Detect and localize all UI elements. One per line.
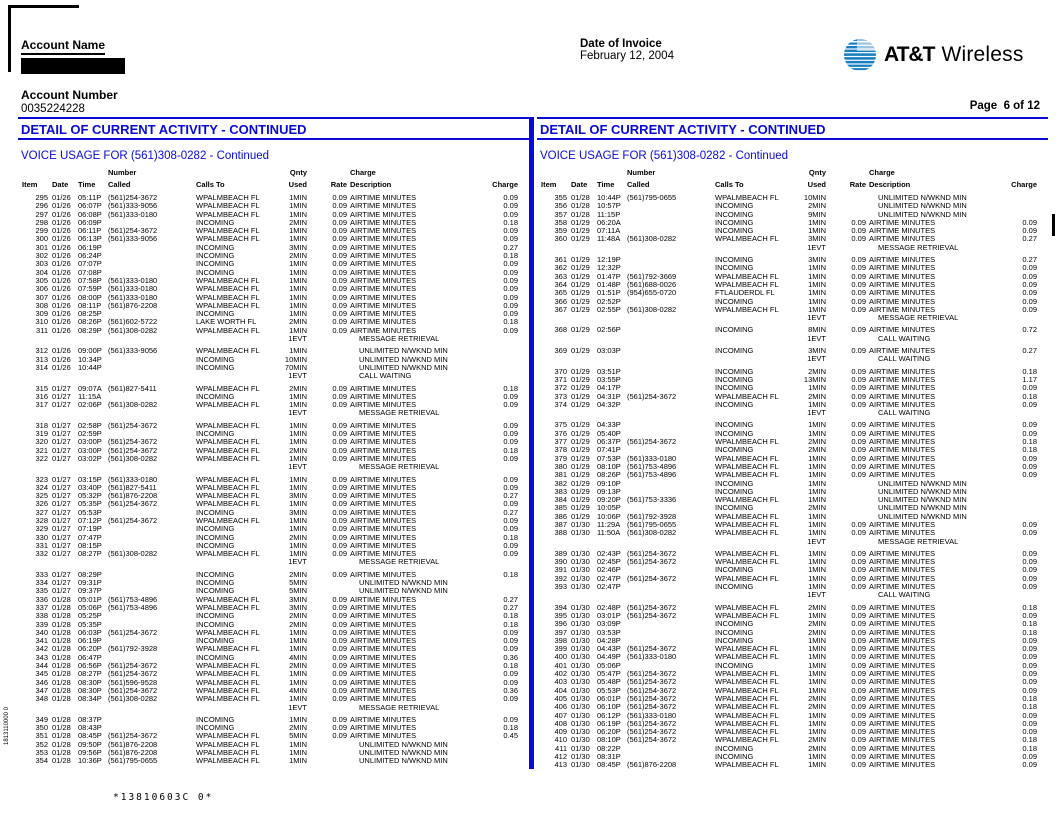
invoice-block: [580, 38, 674, 62]
table-row: 1EVT CALL WAITING: [288, 371, 412, 381]
table-row: 374 01/29 04:32P INCOMING 1MIN 0.09 AIRTIME MINUTES 0.09: [554, 399, 1037, 409]
table-row: 319 01/27 02:59P INCOMING 1MIN 0.09 AIRTIME MINUTES 0.09: [35, 429, 518, 439]
table-row: 398 01/30 04:28P INCOMING 1MIN 0.09 AIRTIME MINUTES 0.09: [554, 635, 1037, 645]
invoice-date-value: February 12, 2004: [580, 50, 674, 62]
table-row: 1EVT CALL WAITING: [807, 590, 931, 600]
usage-title: VOICE USAGE FOR (561)308-0282 - Continued: [21, 150, 270, 162]
table-row: 354 01/28 10:36P (561)795-0655 WPALMBEACH FL 1MIN UNLIMITED N/WKND MIN: [35, 756, 448, 766]
rule-bottom: [18, 138, 529, 140]
brand-wireless-text: Wireless: [941, 43, 1024, 66]
table-row: 327 01/27 05:53P INCOMING 3MIN 0.09 AIRTIME MINUTES 0.27: [35, 507, 518, 517]
table-row: 390 01/30 02:45P (561)254-3672 WPALMBEACH FL 1MIN 0.09 AIRTIME MINUTES 0.09: [554, 557, 1037, 567]
table-row: 409 01/30 06:20P (561)254-3672 WPALMBEACH FL 1MIN 0.09 AIRTIME MINUTES 0.09: [554, 727, 1037, 737]
table-row: 359 01/29 07:11A INCOMING 1MIN 0.09 AIRTIME MINUTES 0.09: [554, 226, 1037, 236]
table-row: 304 01/26 07:08P INCOMING 1MIN 0.09 AIRTIME MINUTES 0.09: [35, 267, 518, 277]
table-row: 343 01/28 06:47P INCOMING 4MIN 0.09 AIRTIME MINUTES 0.36: [35, 652, 518, 662]
table-row: 411 01/30 08:22P INCOMING 2MIN 0.09 AIRTIME MINUTES 0.18: [555, 743, 1037, 753]
table-row: 342 01/28 06:20P (561)792-3928 WPALMBEACH FL 1MIN 0.09 AIRTIME MINUTES 0.09: [35, 644, 518, 654]
att-wireless-logo: [843, 38, 1024, 72]
table-row: 297 01/26 06:08P (561)333-0180 WPALMBEACH FL 1MIN 0.09 AIRTIME MINUTES 0.09: [35, 209, 518, 219]
account-number-value: 0035224228: [21, 103, 85, 115]
table-row: 1EVT MESSAGE RETRIEVAL: [288, 408, 440, 418]
table-row: 402 01/30 05:47P (561)254-3672 WPALMBEACH FL 1MIN 0.09 AIRTIME MINUTES 0.09: [554, 669, 1037, 679]
table-row: 308 01/26 08:11P (561)876-2208 WPALMBEACH FL 1MIN 0.09 AIRTIME MINUTES 0.09: [35, 300, 518, 310]
table-row: 310 01/26 08:26P (561)602-5722 LAKE WORTH FL 2MIN 0.09 AIRTIME MINUTES 0.18: [35, 317, 518, 327]
account-block: [21, 36, 125, 115]
table-row: 355 01/28 10:44P (561)795-0655 WPALMBEACH FL 10MIN UNLIMITED N/WKND MIN: [554, 193, 967, 202]
table-row: 336 01/28 05:01P (561)753-4896 WPALMBEACH FL 3MIN 0.09 AIRTIME MINUTES 0.27: [35, 594, 518, 604]
table-row: 312 01/26 09:00P (561)333-9056 WPALMBEACH FL 1MIN UNLIMITED N/WKND MIN: [35, 346, 448, 356]
table-row: 1EVT MESSAGE RETRIEVAL: [807, 242, 959, 252]
table-row: 1EVT CALL WAITING: [807, 333, 931, 343]
table-row: 361 01/29 12:19P INCOMING 3MIN 0.09 AIRTIME MINUTES 0.27: [554, 255, 1037, 265]
rule-top: [18, 117, 529, 119]
table-row: Number Qnty Charge: [108, 168, 376, 177]
table-row: 410 01/30 08:10P (561)254-3672 WPALMBEACH FL 2MIN 0.09 AIRTIME MINUTES 0.18: [554, 735, 1037, 745]
table-row: 306 01/26 07:59P (561)333-0180 WPALMBEACH FL 1MIN 0.09 AIRTIME MINUTES 0.09: [35, 284, 518, 294]
table-row: 298 01/26 06:09P INCOMING 2MIN 0.09 AIRTIME MINUTES 0.18: [35, 217, 518, 227]
table-row: 376 01/29 05:40P INCOMING 1MIN 0.09 AIRTIME MINUTES 0.09: [554, 428, 1037, 438]
table-row: 330 01/27 07:47P INCOMING 2MIN 0.09 AIRTIME MINUTES 0.18: [35, 532, 518, 542]
table-row: 408 01/30 06:19P (561)254-3672 WPALMBEACH FL 1MIN 0.09 AIRTIME MINUTES 0.09: [554, 718, 1037, 728]
table-row: 299 01/26 06:11P (561)254-3672 WPALMBEACH FL 1MIN 0.09 AIRTIME MINUTES 0.09: [35, 226, 518, 236]
table-row: 303 01/26 07:07P INCOMING 1MIN 0.09 AIRTIME MINUTES 0.09: [35, 259, 518, 269]
rule-bottom: [537, 138, 1048, 140]
table-row: Item Date Time Called Calls To Used Rate Description Charge: [22, 179, 518, 189]
table-row: 314 01/26 10:44P INCOMING 70MIN UNLIMITED N/WKND MIN: [35, 362, 448, 372]
table-row: 315 01/27 09:07A (561)827-5411 WPALMBEACH FL 2MIN 0.09 AIRTIME MINUTES 0.18: [35, 383, 518, 393]
table-row: 383 01/29 09:13P INCOMING 1MIN UNLIMITED N/WKND MIN: [554, 486, 967, 496]
invoice-date-label: Date of Invoice: [580, 38, 662, 50]
table-row: 378 01/29 07:41P INCOMING 2MIN 0.09 AIRTIME MINUTES 0.18: [554, 445, 1037, 455]
table-row: 385 01/29 10:05P INCOMING 2MIN UNLIMITED N/WKND MIN: [554, 503, 967, 513]
table-row: 335 01/27 09:37P INCOMING 5MIN UNLIMITED N/WKND MIN: [35, 586, 448, 596]
usage-table-header: [537, 168, 1048, 191]
table-row: 316 01/27 11:15A INCOMING 1MIN 0.09 AIRTIME MINUTES 0.09: [35, 391, 518, 401]
table-row: 386 01/29 10:06P (561)792-3928 WPALMBEACH FL 1MIN UNLIMITED N/WKND MIN: [554, 511, 967, 521]
table-row: 296 01/26 06:07P (561)333-9056 WPALMBEACH FL 1MIN 0.09 AIRTIME MINUTES 0.09: [35, 201, 518, 211]
table-row: 403 01/30 05:48P (561)254-3672 WPALMBEACH FL 1MIN 0.09 AIRTIME MINUTES 0.09: [554, 677, 1037, 687]
table-row: 334 01/27 09:31P INCOMING 5MIN UNLIMITED N/WKND MIN: [35, 578, 448, 588]
table-row: 348 01/28 08:34P (561)308-0282 WPALMBEACH FL 1MIN 0.09 AIRTIME MINUTES 0.09: [35, 694, 518, 704]
table-row: 380 01/29 08:10P (561)753-4896 WPALMBEACH FL 1MIN 0.09 AIRTIME MINUTES 0.09: [554, 461, 1037, 471]
table-row: 365 01/29 01:51P (954)655-0720 FTLAUDERDL FL 1MIN 0.09 AIRTIME MINUTES 0.09: [554, 288, 1037, 298]
right-edge-mark: [1052, 214, 1055, 236]
table-row: 358 01/29 06:20A INCOMING 1MIN 0.09 AIRTIME MINUTES 0.09: [554, 217, 1037, 227]
brand-att-text: AT&T: [884, 43, 935, 66]
usage-title: VOICE USAGE FOR (561)308-0282 - Continued: [540, 150, 789, 162]
print-margin-code: 1813110000 0: [4, 707, 10, 745]
table-row: 360 01/29 11:48A (561)308-0282 WPALMBEACH FL 3MIN 0.09 AIRTIME MINUTES 0.27: [554, 234, 1037, 244]
section-title: DETAIL OF CURRENT ACTIVITY - CONTINUED: [21, 122, 307, 137]
table-row: 381 01/29 08:26P (561)753-4896 WPALMBEACH FL 1MIN 0.09 AIRTIME MINUTES 0.09: [554, 470, 1037, 480]
table-row: 324 01/27 03:40P (561)827-5411 WPALMBEACH FL 1MIN 0.09 AIRTIME MINUTES 0.09: [35, 482, 518, 492]
table-row: 325 01/27 05:32P (561)876-2208 WPALMBEACH FL 3MIN 0.09 AIRTIME MINUTES 0.27: [35, 491, 518, 501]
page-indicator: Page 6 of 12: [969, 100, 1040, 112]
table-row: 370 01/29 03:51P INCOMING 2MIN 0.09 AIRTIME MINUTES 0.18: [554, 366, 1037, 376]
column-divider: [529, 117, 534, 769]
table-row: 1EVT CALL WAITING: [807, 354, 931, 364]
table-row: 1EVT MESSAGE RETRIEVAL: [288, 334, 440, 344]
table-row: 331 01/27 08:15P INCOMING 1MIN 0.09 AIRTIME MINUTES 0.09: [35, 540, 518, 550]
table-row: 384 01/29 09:20P (561)753-3336 WPALMBEACH FL 1MIN UNLIMITED N/WKND MIN: [554, 495, 967, 505]
table-row: 305 01/26 07:58P (561)333-0180 WPALMBEACH FL 1MIN 0.09 AIRTIME MINUTES 0.09: [35, 275, 518, 285]
table-row: 366 01/29 02:52P INCOMING 1MIN 0.09 AIRTIME MINUTES 0.09: [554, 296, 1037, 306]
table-row: 307 01/26 08:00P (561)333-0180 WPALMBEACH FL 1MIN 0.09 AIRTIME MINUTES 0.09: [35, 292, 518, 302]
table-row: 295 01/26 05:11P (561)254-3672 WPALMBEACH FL 1MIN 0.09 AIRTIME MINUTES 0.09: [35, 193, 518, 202]
table-row: 404 01/30 05:53P (561)254-3672 WPALMBEACH FL 1MIN 0.09 AIRTIME MINUTES 0.09: [554, 685, 1037, 695]
table-row: Number Qnty Charge: [627, 168, 895, 177]
table-row: 350 01/28 08:43P INCOMING 2MIN 0.09 AIRTIME MINUTES 0.18: [35, 723, 518, 733]
table-row: 401 01/30 05:06P INCOMING 1MIN 0.09 AIRTIME MINUTES 0.09: [554, 660, 1037, 670]
account-name-label: Account Name: [21, 38, 105, 55]
table-row: 363 01/29 01:47P (561)792-3669 WPALMBEACH FL 1MIN 0.09 AIRTIME MINUTES 0.09: [554, 271, 1037, 281]
table-row: 353 01/28 09:56P (561)876-2208 WPALMBEACH FL 1MIN UNLIMITED N/WKND MIN: [35, 748, 448, 757]
table-row: 406 01/30 06:10P (561)254-3672 WPALMBEACH FL 2MIN 0.09 AIRTIME MINUTES 0.18: [554, 702, 1037, 712]
table-row: 340 01/28 06:03P (561)254-3672 WPALMBEACH FL 1MIN 0.09 AIRTIME MINUTES 0.09: [35, 627, 518, 637]
table-row: 1EVT MESSAGE RETRIEVAL: [288, 462, 440, 472]
account-number-label: Account Number: [21, 88, 118, 102]
table-row: 317 01/27 02:06P (561)308-0282 WPALMBEACH FL 1MIN 0.09 AIRTIME MINUTES 0.09: [35, 400, 518, 410]
table-row: 377 01/29 06:37P (561)254-3672 WPALMBEACH FL 2MIN 0.09 AIRTIME MINUTES 0.18: [554, 437, 1037, 447]
table-row: 1EVT MESSAGE RETRIEVAL: [807, 536, 959, 546]
table-row: 397 01/30 03:53P INCOMING 2MIN 0.09 AIRTIME MINUTES 0.18: [554, 627, 1037, 637]
table-row: 318 01/27 02:58P (561)254-3672 WPALMBEACH FL 1MIN 0.09 AIRTIME MINUTES 0.09: [35, 420, 518, 430]
rule-top: [537, 117, 1048, 119]
table-row: 407 01/30 06:12P (561)333-0180 WPALMBEACH FL 1MIN 0.09 AIRTIME MINUTES 0.09: [554, 710, 1037, 720]
table-row: 321 01/27 03:00P (561)254-3672 WPALMBEACH FL 2MIN 0.09 AIRTIME MINUTES 0.18: [35, 445, 518, 455]
table-row: 301 01/26 06:19P INCOMING 3MIN 0.09 AIRTIME MINUTES 0.27: [35, 242, 518, 252]
table-row: 1EVT MESSAGE RETRIEVAL: [288, 702, 440, 712]
table-row: 349 01/28 08:37P INCOMING 1MIN 0.09 AIRTIME MINUTES 0.09: [35, 714, 518, 724]
table-row: 332 01/27 08:27P (561)308-0282 WPALMBEACH FL 1MIN 0.09 AIRTIME MINUTES 0.09: [35, 549, 518, 559]
account-name-redacted: [21, 58, 125, 74]
table-row: 399 01/30 04:43P (561)254-3672 WPALMBEACH FL 1MIN 0.09 AIRTIME MINUTES 0.09: [554, 644, 1037, 654]
table-row: 389 01/30 02:43P (561)254-3672 WPALMBEACH FL 1MIN 0.09 AIRTIME MINUTES 0.09: [554, 548, 1037, 558]
table-row: 396 01/30 03:09P INCOMING 2MIN 0.09 AIRTIME MINUTES 0.18: [554, 619, 1037, 629]
table-row: 352 01/28 09:50P (561)876-2208 WPALMBEACH FL 1MIN UNLIMITED N/WKND MIN: [35, 739, 448, 749]
usage-table-header: [18, 168, 529, 191]
table-row: 375 01/29 04:33P INCOMING 1MIN 0.09 AIRTIME MINUTES 0.09: [554, 420, 1037, 430]
table-row: 338 01/28 05:25P INCOMING 2MIN 0.09 AIRTIME MINUTES 0.18: [35, 611, 518, 621]
table-row: 320 01/27 03:00P (561)254-3672 WPALMBEACH FL 1MIN 0.09 AIRTIME MINUTES 0.09: [35, 437, 518, 447]
att-globe-icon: [843, 38, 877, 72]
table-row: 394 01/30 02:48P (561)254-3672 WPALMBEACH FL 2MIN 0.09 AIRTIME MINUTES 0.18: [554, 602, 1037, 612]
table-row: 322 01/27 03:02P (561)308-0282 WPALMBEACH FL 1MIN 0.09 AIRTIME MINUTES 0.09: [35, 453, 518, 463]
table-row: 393 01/30 02:47P INCOMING 1MIN 0.09 AIRTIME MINUTES 0.09: [554, 582, 1037, 592]
table-row: 413 01/30 08:45P (561)876-2208 WPALMBEACH FL 1MIN 0.09 AIRTIME MINUTES 0.09: [554, 760, 1037, 770]
table-row: 345 01/28 08:27P (561)254-3672 WPALMBEACH FL 1MIN 0.09 AIRTIME MINUTES 0.09: [35, 669, 518, 679]
table-row: 313 01/26 10:34P INCOMING 10MIN UNLIMITED N/WKND MIN: [35, 354, 448, 364]
usage-table-body: [537, 194, 1048, 770]
table-row: 341 01/28 06:19P INCOMING 1MIN 0.09 AIRTIME MINUTES 0.09: [35, 636, 518, 646]
table-row: 356 01/28 10:57P INCOMING 2MIN UNLIMITED N/WKND MIN: [554, 201, 967, 211]
table-row: 337 01/28 05:06P (561)753-4896 WPALMBEACH FL 3MIN 0.09 AIRTIME MINUTES 0.27: [35, 602, 518, 612]
table-row: 328 01/27 07:12P (561)254-3672 WPALMBEACH FL 1MIN 0.09 AIRTIME MINUTES 0.09: [35, 515, 518, 525]
table-row: 347 01/28 08:30P (561)254-3672 WPALMBEACH FL 4MIN 0.09 AIRTIME MINUTES 0.36: [35, 685, 518, 695]
table-row: 373 01/29 04:31P (561)254-3672 WPALMBEACH FL 2MIN 0.09 AIRTIME MINUTES 0.18: [554, 391, 1037, 401]
table-row: 302 01/26 06:24P INCOMING 2MIN 0.09 AIRTIME MINUTES 0.18: [35, 251, 518, 261]
table-row: 300 01/26 06:13P (561)333-9056 WPALMBEACH FL 1MIN 0.09 AIRTIME MINUTES 0.09: [35, 234, 518, 244]
table-row: 357 01/28 11:15P INCOMING 9MIN UNLIMITED N/WKND MIN: [554, 209, 967, 219]
table-row: 372 01/29 04:17P INCOMING 1MIN 0.09 AIRTIME MINUTES 0.09: [554, 383, 1037, 393]
table-row: 379 01/29 07:53P (561)333-0180 WPALMBEACH FL 1MIN 0.09 AIRTIME MINUTES 0.09: [554, 453, 1037, 463]
section-title: DETAIL OF CURRENT ACTIVITY - CONTINUED: [540, 122, 826, 137]
table-row: 351 01/28 08:45P (561)254-3672 WPALMBEACH FL 5MIN 0.09 AIRTIME MINUTES 0.45: [35, 731, 518, 741]
table-row: 400 01/30 04:49P (561)333-0180 WPALMBEACH FL 1MIN 0.09 AIRTIME MINUTES 0.09: [554, 652, 1037, 662]
table-row: 326 01/27 05:35P (561)254-3672 WPALMBEACH FL 1MIN 0.09 AIRTIME MINUTES 0.09: [35, 499, 518, 509]
table-row: 392 01/30 02:47P (561)254-3672 WPALMBEACH FL 1MIN 0.09 AIRTIME MINUTES 0.09: [554, 573, 1037, 583]
table-row: 371 01/29 03:55P INCOMING 13MIN 0.09 AIRTIME MINUTES 1.17: [554, 374, 1037, 384]
table-row: 387 01/30 11:29A (561)795-0655 WPALMBEACH FL 1MIN 0.09 AIRTIME MINUTES 0.09: [554, 519, 1037, 529]
table-row: 329 01/27 07:19P INCOMING 1MIN 0.09 AIRTIME MINUTES 0.09: [35, 524, 518, 534]
table-row: 339 01/28 05:35P INCOMING 2MIN 0.09 AIRTIME MINUTES 0.18: [35, 619, 518, 629]
table-row: 391 01/30 02:46P INCOMING 1MIN 0.09 AIRTIME MINUTES 0.09: [554, 565, 1037, 575]
table-row: 323 01/27 03:15P (561)333-0180 WPALMBEACH FL 1MIN 0.09 AIRTIME MINUTES 0.09: [35, 474, 518, 484]
footer-barcode-text: *13810603C 0*: [113, 792, 214, 803]
table-row: 311 01/26 08:29P (561)308-0282 WPALMBEACH FL 1MIN 0.09 AIRTIME MINUTES 0.09: [36, 325, 518, 335]
table-row: 412 01/30 08:31P INCOMING 1MIN 0.09 AIRTIME MINUTES 0.09: [554, 752, 1037, 761]
table-row: Item Date Time Called Calls To Used Rate Description Charge: [541, 179, 1037, 189]
table-row: 344 01/28 06:56P (561)254-3672 WPALMBEACH FL 2MIN 0.09 AIRTIME MINUTES 0.18: [35, 661, 518, 671]
table-row: 1EVT CALL WAITING: [807, 408, 931, 418]
table-row: 309 01/26 08:25P INCOMING 1MIN 0.09 AIRTIME MINUTES 0.09: [35, 309, 518, 319]
table-row: 364 01/29 01:48P (561)688-0026 WPALMBEACH FL 1MIN 0.09 AIRTIME MINUTES 0.09: [554, 279, 1037, 289]
table-row: 395 01/30 03:01P (561)254-3672 WPALMBEACH FL 1MIN 0.09 AIRTIME MINUTES 0.09: [554, 610, 1037, 620]
table-row: 369 01/29 03:03P INCOMING 3MIN 0.09 AIRTIME MINUTES 0.27: [554, 346, 1037, 356]
table-row: 367 01/29 02:55P (561)308-0282 WPALMBEACH FL 1MIN 0.09 AIRTIME MINUTES 0.09: [554, 304, 1037, 314]
usage-table-body: [18, 194, 529, 766]
table-row: 333 01/27 08:29P INCOMING 2MIN 0.09 AIRTIME MINUTES 0.18: [35, 569, 518, 579]
table-row: 362 01/29 12:32P INCOMING 1MIN 0.09 AIRTIME MINUTES 0.09: [554, 263, 1037, 273]
table-row: 346 01/28 08:30P (561)596-9528 WPALMBEACH FL 1MIN 0.09 AIRTIME MINUTES 0.09: [35, 677, 518, 687]
table-row: 405 01/30 06:01P (561)254-3672 WPALMBEACH FL 2MIN 0.09 AIRTIME MINUTES 0.18: [554, 693, 1037, 703]
table-row: 388 01/30 11:50A (561)308-0282 WPALMBEACH FL 1MIN 0.09 AIRTIME MINUTES 0.09: [554, 528, 1037, 538]
table-row: 1EVT MESSAGE RETRIEVAL: [288, 557, 440, 567]
table-row: 368 01/29 02:56P INCOMING 8MIN 0.09 AIRTIME MINUTES 0.72: [554, 325, 1037, 335]
table-row: 1EVT MESSAGE RETRIEVAL: [807, 313, 959, 323]
table-row: 382 01/29 09:10P INCOMING 1MIN UNLIMITED N/WKND MIN: [554, 478, 967, 488]
